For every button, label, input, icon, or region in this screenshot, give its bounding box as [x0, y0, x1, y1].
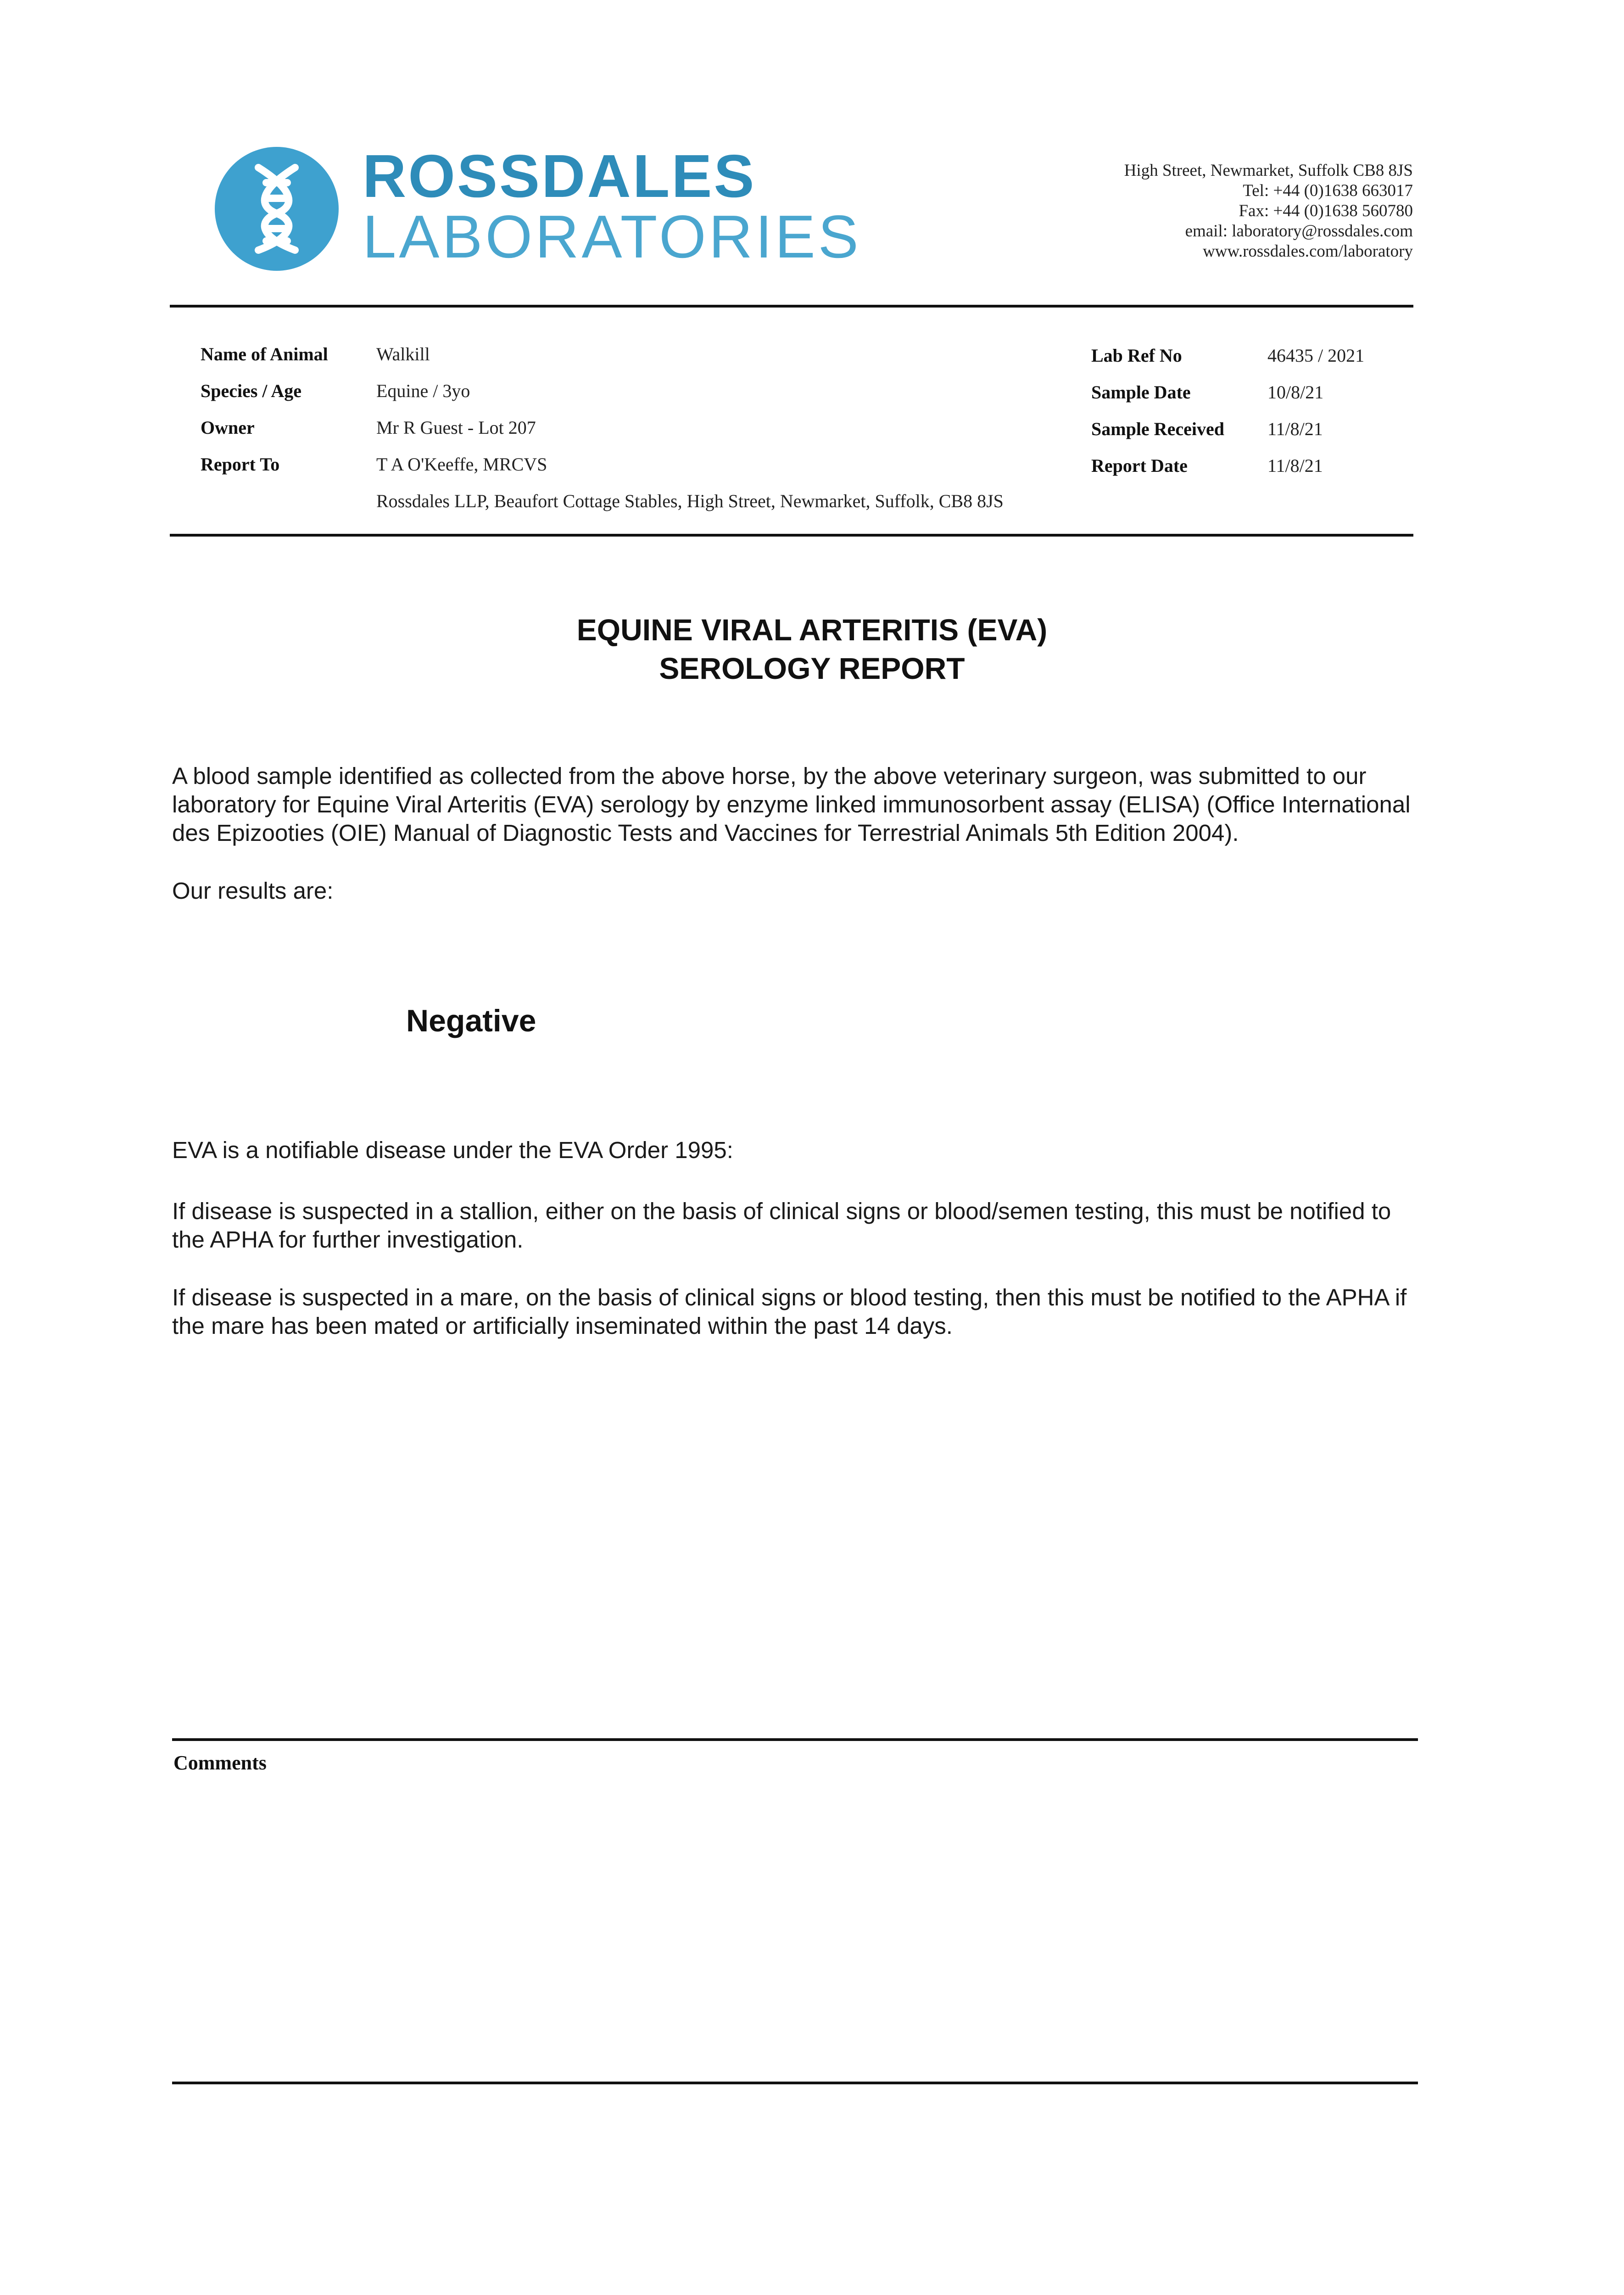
report-to-label: Report To	[201, 454, 280, 475]
fax-line: Fax: +44 (0)1638 560780	[1239, 202, 1413, 220]
results-intro: Our results are:	[172, 878, 334, 904]
details-labels-left	[201, 336, 328, 483]
sample-received-value: 11/8/21	[1267, 419, 1323, 439]
address-line: High Street, Newmarket, Suffolk CB8 8JS	[1124, 161, 1413, 180]
comments-divider	[172, 1738, 1418, 1741]
dna-helix-icon	[215, 147, 339, 271]
header-divider	[170, 305, 1413, 308]
species-label: Species / Age	[201, 381, 301, 401]
comments-label: Comments	[173, 1752, 267, 1774]
report-to-address: Rossdales LLP, Beaufort Cottage Stables, High Street, Newmarket, Suffolk, CB8 8JS	[376, 491, 1004, 511]
report-to-value: T A O'Keeffe, MRCVS	[376, 454, 547, 475]
stallion-paragraph: If disease is suspected in a stallion, either on the basis of clinical signs or blood/semen testing, this must be notified to the APHA for further investigation.	[172, 1198, 1391, 1253]
details-labels-right	[1091, 337, 1224, 484]
result-value: Negative	[406, 1003, 536, 1038]
brand-name: ROSSDALES	[363, 142, 756, 210]
report-date-label: Report Date	[1091, 455, 1188, 476]
notifiable-paragraph: EVA is a notifiable disease under the EVA Order 1995:	[172, 1137, 733, 1163]
sample-received-label: Sample Received	[1091, 419, 1224, 439]
species-value: Equine / 3yo	[376, 381, 470, 401]
owner-value: Mr R Guest - Lot 207	[376, 417, 536, 438]
report-title	[0, 610, 1624, 688]
contact-block	[1124, 161, 1413, 262]
name-label: Name of Animal	[201, 344, 328, 364]
name-value: Walkill	[376, 344, 430, 364]
report-title-line2: SEROLOGY REPORT	[659, 651, 965, 685]
intro-paragraph: A blood sample identified as collected from the above horse, by the above veterinary surgeon, was submitted to our laboratory for Equine Viral Arteritis (EVA) serology by enzyme linked immunosorbent assay (ELISA) (Office International des Epizooties (OIE) Manual of Diagnostic Tests and Vaccines for Terrestrial Animals 5th Edition 2004).	[172, 763, 1411, 846]
lab-ref-label: Lab Ref No	[1091, 345, 1182, 366]
details-divider	[170, 534, 1413, 537]
mare-paragraph: If disease is suspected in a mare, on the basis of clinical signs or blood testing, then this must be notified to the APHA if the mare has been mated or artificially inseminated within the past 14 days.	[172, 1284, 1407, 1339]
tel-line: Tel: +44 (0)1638 663017	[1243, 181, 1413, 200]
brand-subtitle: LABORATORIES	[363, 203, 861, 270]
website-link[interactable]: www.rossdales.com/laboratory	[1203, 242, 1413, 261]
report-date-value: 11/8/21	[1267, 455, 1323, 476]
details-values-right	[1267, 337, 1364, 484]
footer-divider	[172, 2082, 1418, 2084]
report-title-line1: EQUINE VIRAL ARTERITIS (EVA)	[576, 613, 1048, 647]
sample-date-value: 10/8/21	[1267, 382, 1324, 403]
lab-ref-value: 46435 / 2021	[1267, 345, 1365, 366]
owner-label: Owner	[201, 417, 255, 438]
sample-date-label: Sample Date	[1091, 382, 1191, 403]
details-values-left	[376, 336, 1004, 520]
email-link[interactable]: email: laboratory@rossdales.com	[1185, 222, 1413, 241]
